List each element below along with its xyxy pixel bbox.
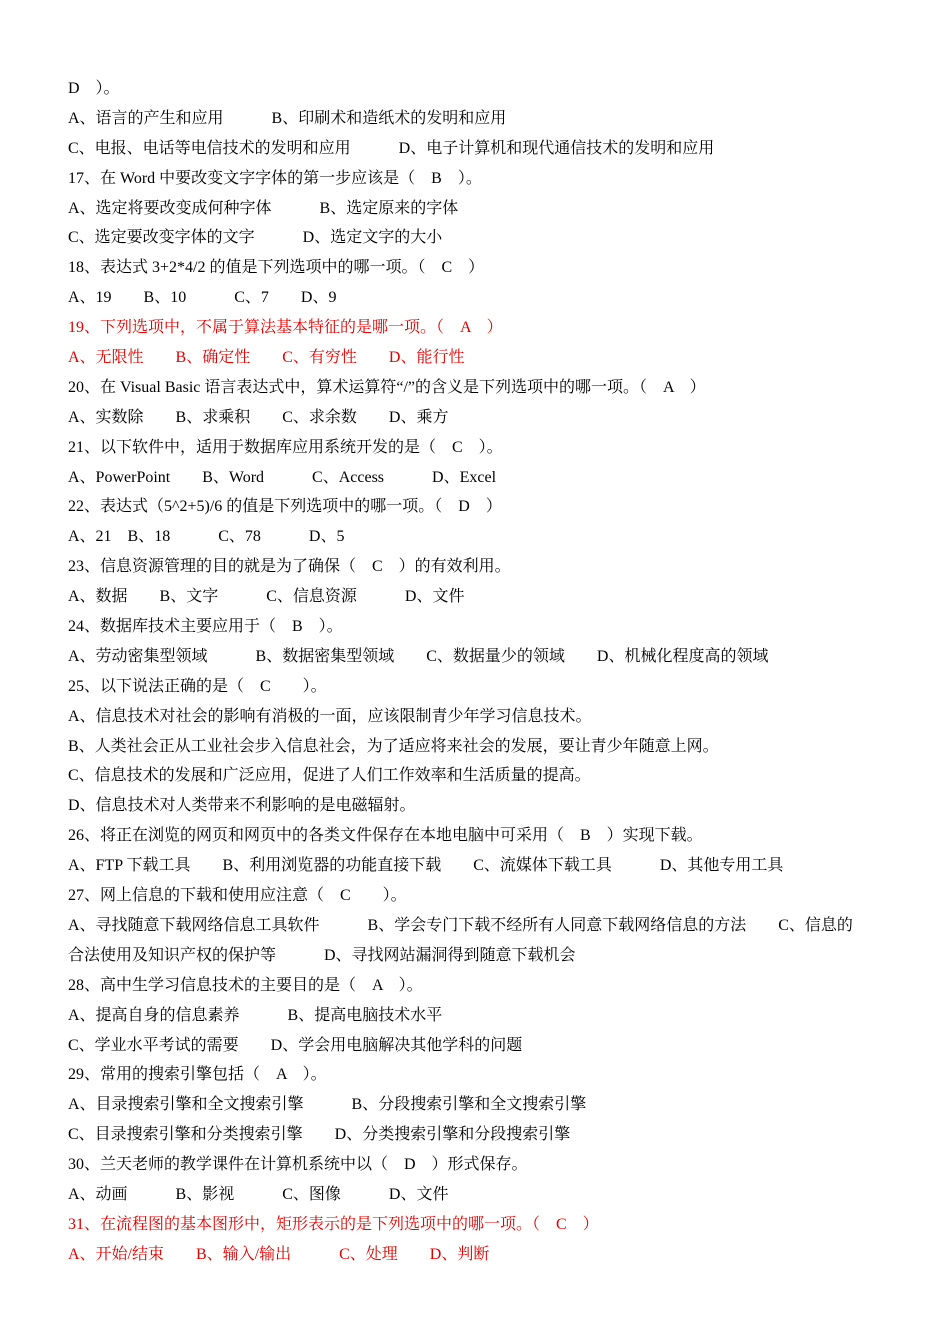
text-line: C、学业水平考试的需要 D、学会用电脑解决其他学科的问题 [68,1036,523,1054]
text-line: A、FTP 下载工具 B、利用浏览器的功能直接下载 C、流媒体下载工具 D、其他专用工具 [68,857,784,875]
text-line: A、实数除 B、求乘积 C、求余数 D、乘方 [68,408,449,426]
text-line: C、信息技术的发展和广泛应用，促进了人们工作效率和生活质量的提高。 [68,767,591,785]
text-line: 26、将正在浏览的网页和网页中的各类文件保存在本地电脑中可采用（ B ）实现下载。 [68,827,703,845]
text-line: A、目录搜索引擎和全文搜索引擎 B、分段搜索引擎和全文搜索引擎 [68,1096,587,1114]
text-line: D、信息技术对人类带来不利影响的是电磁辐射。 [68,797,416,815]
text-line: A、选定将要改变成何种字体 B、选定原来的字体 [68,199,459,217]
text-line: A、数据 B、文字 C、信息资源 D、文件 [68,588,465,606]
document-page [68,74,888,1270]
text-line: 合法使用及知识产权的保护等 D、寻找网站漏洞得到随意下载机会 [68,946,576,964]
text-line: A、开始/结束 B、输入/输出 C、处理 D、判断 [68,1245,490,1263]
text-line: 19、下列选项中，不属于算法基本特征的是哪一项。（ A ） [68,319,503,337]
text-line: A、无限性 B、确定性 C、有穷性 D、能行性 [68,349,465,367]
text-line: A、PowerPoint B、Word C、Access D、Excel [68,468,497,486]
text-line: C、电报、电话等电信技术的发明和应用 D、电子计算机和现代通信技术的发明和应用 [68,139,715,157]
text-line: 27、网上信息的下载和使用应注意（ C ）。 [68,887,407,905]
text-line: A、寻找随意下载网络信息工具软件 B、学会专门下载不经所有人同意下载网络信息的方法 C、信息的 [68,916,853,934]
text-line: 18、表达式 3+2*4/2 的值是下列选项中的哪一项。（ C ） [68,259,485,277]
text-line: D ）。 [68,80,120,97]
text-line: A、信息技术对社会的影响有消极的一面，应该限制青少年学习信息技术。 [68,707,592,725]
text-line: 30、兰天老师的教学课件在计算机系统中以（ D ）形式保存。 [68,1156,528,1174]
text-line: 22、表达式（5^2+5)/6 的值是下列选项中的哪一项。（ D ） [68,498,502,516]
text-line: A、19 B、10 C、7 D、9 [68,289,337,307]
text-line: 21、以下软件中，适用于数据库应用系统开发的是（ C ）。 [68,438,503,456]
text-line: A、劳动密集型领域 B、数据密集型领域 C、数据量少的领域 D、机械化程度高的领域 [68,647,769,665]
text-line: A、21 B、18 C、78 D、5 [68,528,345,546]
text-line: A、动画 B、影视 C、图像 D、文件 [68,1185,449,1203]
text-line: 29、常用的搜索引擎包括（ A ）。 [68,1066,327,1084]
text-line: 20、在 Visual Basic 语言表达式中，算术运算符“/”的含义是下列选项中的哪一项。（ A ） [68,378,706,396]
text-line: 24、数据库技术主要应用于（ B ）。 [68,618,343,636]
text-line: C、目录搜索引擎和分类搜索引擎 D、分类搜索引擎和分段搜索引擎 [68,1126,571,1144]
text-line: A、语言的产生和应用 B、印刷术和造纸术的发明和应用 [68,109,507,127]
text-line: 23、信息资源管理的目的就是为了确保（ C ）的有效利用。 [68,558,511,576]
text-line: B、人类社会正从工业社会步入信息社会，为了适应将来社会的发展，要让青少年随意上网。 [68,737,719,755]
text-line: A、提高自身的信息素养 B、提高电脑技术水平 [68,1006,443,1024]
text-line: 31、在流程图的基本图形中，矩形表示的是下列选项中的哪一项。（ C ） [68,1215,599,1233]
text-line: 28、高中生学习信息技术的主要目的是（ A ）。 [68,976,423,994]
text-line: C、选定要改变字体的文字 D、选定文字的大小 [68,229,443,247]
text-line: 17、在 Word 中要改变文字字体的第一步应该是（ B ）。 [68,169,482,187]
text-line: 25、以下说法正确的是（ C ）。 [68,677,327,695]
